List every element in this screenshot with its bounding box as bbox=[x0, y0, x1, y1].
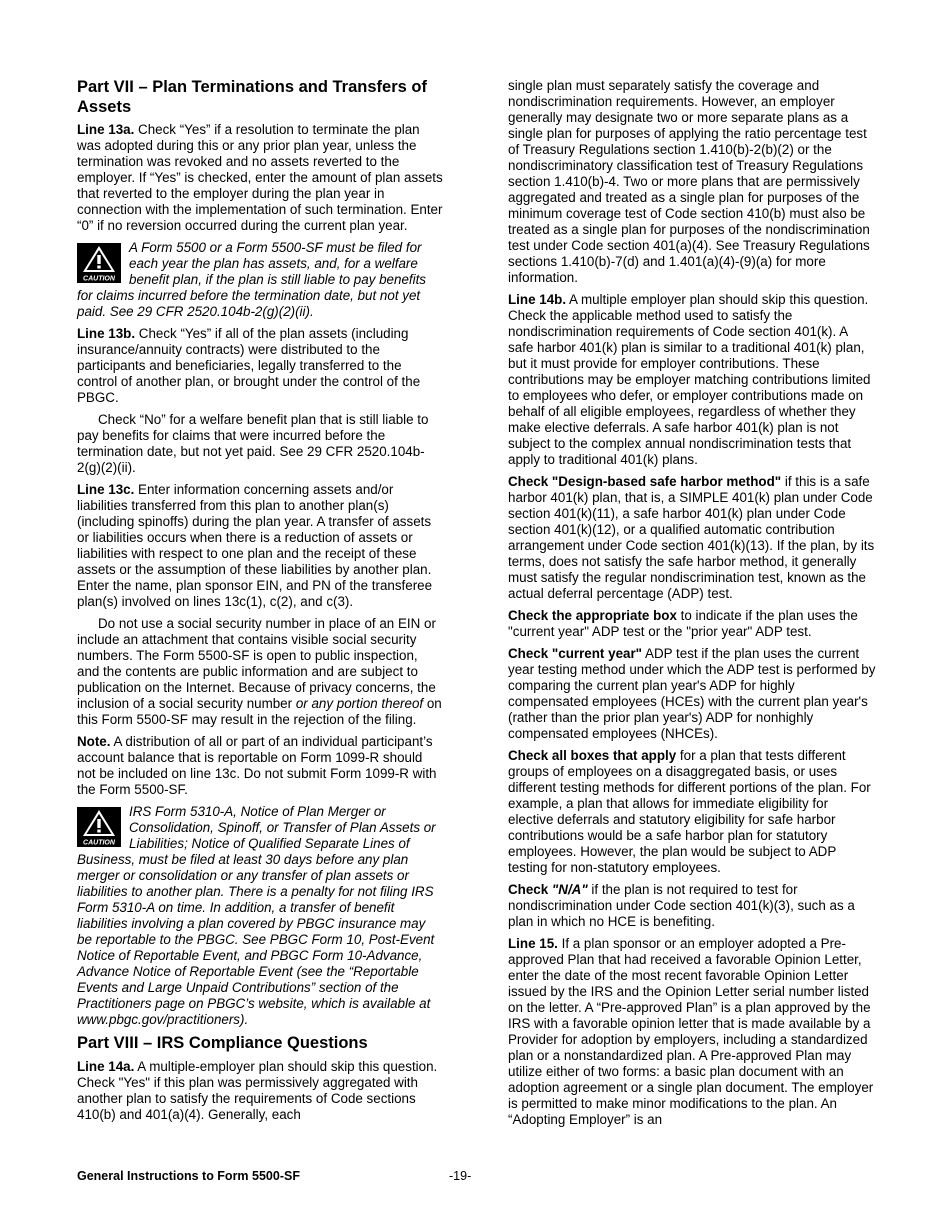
right-column bbox=[508, 78, 876, 1134]
line-13b-no-paragraph: Check “No” for a welfare benefit plan that is still liable to pay benefits for claims that were incurred before the termination date, but not yet paid. See 29 CFR 2520.104b-2(g)(2)(ii). bbox=[77, 412, 429, 475]
na-paragraph: Check "N/A" if the plan is not required to test for nondiscrimination under Code section 401(k)(3), such as a plan in which no HCE is benefiting. bbox=[508, 882, 855, 929]
line-13c-paragraph: Line 13c. Enter information concerning assets and/or liabilities transferred from this plan to another plan(s) (including spinoffs) during the plan year. A transfer of assets or liabilities occurs when there is a reduction of assets or liabilities with respect to one plan and the receipt of these assets or the assumption of these liabilities by another plan. Enter the name, plan sponsor EIN, and PN of the transferee plan(s) involved on lines 13c(1), c(2), and c(3). bbox=[77, 482, 433, 609]
line-13c-label: Line 13c. bbox=[77, 482, 135, 497]
line-14a-paragraph: Line 14a. A multiple-employer plan should skip this question. Check "Yes" if this plan was permissively aggregated with another plan to satisfy the requirements of Code sections 410(b) and 401(a)(4). Generally, each bbox=[77, 1058, 438, 1122]
note-label: Note. bbox=[77, 734, 111, 749]
line-15-paragraph: Line 15. If a plan sponsor or an employer adopted a Pre-approved Plan that had received a favorable Opinion Letter, enter the date of the most recent favorable Opinion Letter issued by the IRS and the Opinion Letter serial number listed on the letter. A “Pre-approved Plan” is a plan approved by the IRS with a favorable opinion letter that is made available by a Provider for adoption by employers, including a standardized plan or a nonstandardized plan. A Pre-approved Plan may utilize either of two forms: a basic plan document with an adoption agreement or a single plan document. The employer is permitted to make minor modifications to the plan. An “Adopting Employer” is an bbox=[508, 936, 874, 1127]
caution-note-1: A Form 5500 or a Form 5500-SF must be filed for each year the plan has assets, and, for a welfare benefit plan, if the plan is still liable to pay benefits for claims incurred before the termination date, but not yet paid. See 29 CFR 2520.104b-2(g)(2)(ii). bbox=[77, 240, 427, 319]
design-based-paragraph: Check "Design-based safe harbor method" if this is a safe harbor 401(k) plan, that is, a SIMPLE 401(k) plan under Code section 401(k)(11), a safe harbor 401(k) plan under Code section 401(k)(12), or a qualified automatic contribution arrangement under Code section 401(k)(13). If the plan, by its terms, does not satisfy the safe harbor method, it generally must satisfy the regular nondiscrimination test, known as the actual deferral percentage (ADP) test. bbox=[508, 474, 875, 601]
note-paragraph: Note. A distribution of all or part of an individual participant’s account balance that is reportable on Form 1099-R should not be included on line 13c. Do not submit Form 1099-R with the Form 5500-SF. bbox=[77, 734, 437, 797]
current-year-paragraph: Check "current year" ADP test if the plan uses the current year testing method under which the ADP test is performed by comparing the current plan year's ADP for highly compensated employees (HCEs) with the current plan year's (rather than the prior plan year's) ADP for nonhighly compensated employees (NHCEs). bbox=[508, 646, 876, 741]
line-13b-label: Line 13b. bbox=[77, 326, 136, 341]
caution-note-2: IRS Form 5310-A, Notice of Plan Merger or Consolidation, Spinoff, or Transfer of Plan Assets or Liabilities; Notice of Qualified Separate Lines of Business, must be filed at least 30 days before any plan merger or consolidation or any transfer of plan assets or liabilities to another plan. There is a penalty for not filing IRS Form 5310-A on time. In addition, a transfer of benefit liabilities involving a plan covered by PBGC insurance may be reportable to the PBGC. See PBGC Form 10, Post-Event Notice of Reportable Event, and PBGC Form 10-Advance, Advance Notice of Reportable Event (see the “Reportable Events and Large Unpaid Contributions” section of the Practitioners page on PBGC’s website, which is available at www.pbgc.gov/practitioners). bbox=[77, 804, 436, 1027]
ssn-paragraph: Do not use a social security number in place of an EIN or include an attachment that contains visible social security numbers. The Form 5500-SF is open to public inspection, and the contents are public information and are subject to publication on the Internet. Because of privacy concerns, the inclusion of a social security number or any portion thereof on this Form 5500-SF may result in the rejection of the filing. bbox=[77, 616, 442, 727]
line-14a-label: Line 14a. bbox=[77, 1058, 135, 1074]
footer-title: General Instructions to Form 5500-SF bbox=[77, 1169, 300, 1183]
line-13a-paragraph: Line 13a. Check “Yes” if a resolution to terminate the plan was adopted during this or any prior plan year, unless the termination was revoked and no assets reverted to the employer. If “Yes” is checked, enter the amount of plan assets that reverted to the employer during the plan year in connection with the implementation of such termination. Enter “0” if no reversion occurred during the current plan year. bbox=[77, 122, 443, 233]
part8-heading: Part VIII – IRS Compliance Questions bbox=[77, 1034, 368, 1052]
left-column bbox=[77, 78, 443, 1129]
caution-icon bbox=[77, 243, 121, 283]
appropriate-box-paragraph: Check the appropriate box to indicate if the plan uses the "current year" ADP test or the "prior year" ADP test. bbox=[508, 608, 858, 639]
part7-heading: Part VII – Plan Terminations and Transfers of Assets bbox=[77, 78, 427, 116]
line-15-label: Line 15. bbox=[508, 936, 558, 951]
caution-icon bbox=[77, 807, 121, 847]
line-14b-label: Line 14b. bbox=[508, 292, 567, 307]
line-14a-continuation: single plan must separately satisfy the coverage and nondiscrimination requirements. However, an employer generally may designate two or more separate plans as a single plan for purposes of applying the ratio percentage test of Treasury Regulations section 1.410(b)-2(b)(2) or the nondiscriminatory classification test of Treasury Regulations section 1.410(b)-4. Two or more plans that are permissively aggregated and treated as a single plan for purposes of the minimum coverage test of Code section 410(b) must also be treated as a single plan for purposes of the nondiscrimination test under Code section 401(a)(4). See Treasury Regulations sections 1.410(b)-7(d) and 1.401(a)(4)-(9)(a) for more information. bbox=[508, 78, 870, 285]
page-number: -19- bbox=[449, 1169, 472, 1183]
line-13b-paragraph: Line 13b. Check “Yes” if all of the plan assets (including insurance/annuity contracts) were distributed to the participants and beneficiaries, legally transferred to the control of another plan, or brought under the control of the PBGC. bbox=[77, 326, 421, 405]
all-boxes-paragraph: Check all boxes that apply for a plan that tests different groups of employees on a disaggregated basis, or uses different testing methods for different portions of the plan. For example, a plan that allows for immediate eligibility for elective deferrals and statutory eligibility for safe harbor contributions would be a safe harbor plan for statutory employees. However, the plan would be subject to ADP testing for non-statutory employees. bbox=[508, 748, 871, 875]
line-14b-paragraph: Line 14b. A multiple employer plan should skip this question. Check the applicable method used to satisfy the nondiscrimination requirements of Code section 401(k). A safe harbor 401(k) plan is similar to a traditional 401(k) plan, but it must provide for employer contributions. These contributions may be employer matching contributions limited to employees who defer, or employer contributions made on behalf of all eligible employees, regardless of whether they make elective deferrals. A safe harbor 401(k) plan is not subject to the complex annual nondiscrimination tests that apply to traditional 401(k) plans. bbox=[508, 292, 871, 467]
line-13a-label: Line 13a. bbox=[77, 122, 135, 137]
